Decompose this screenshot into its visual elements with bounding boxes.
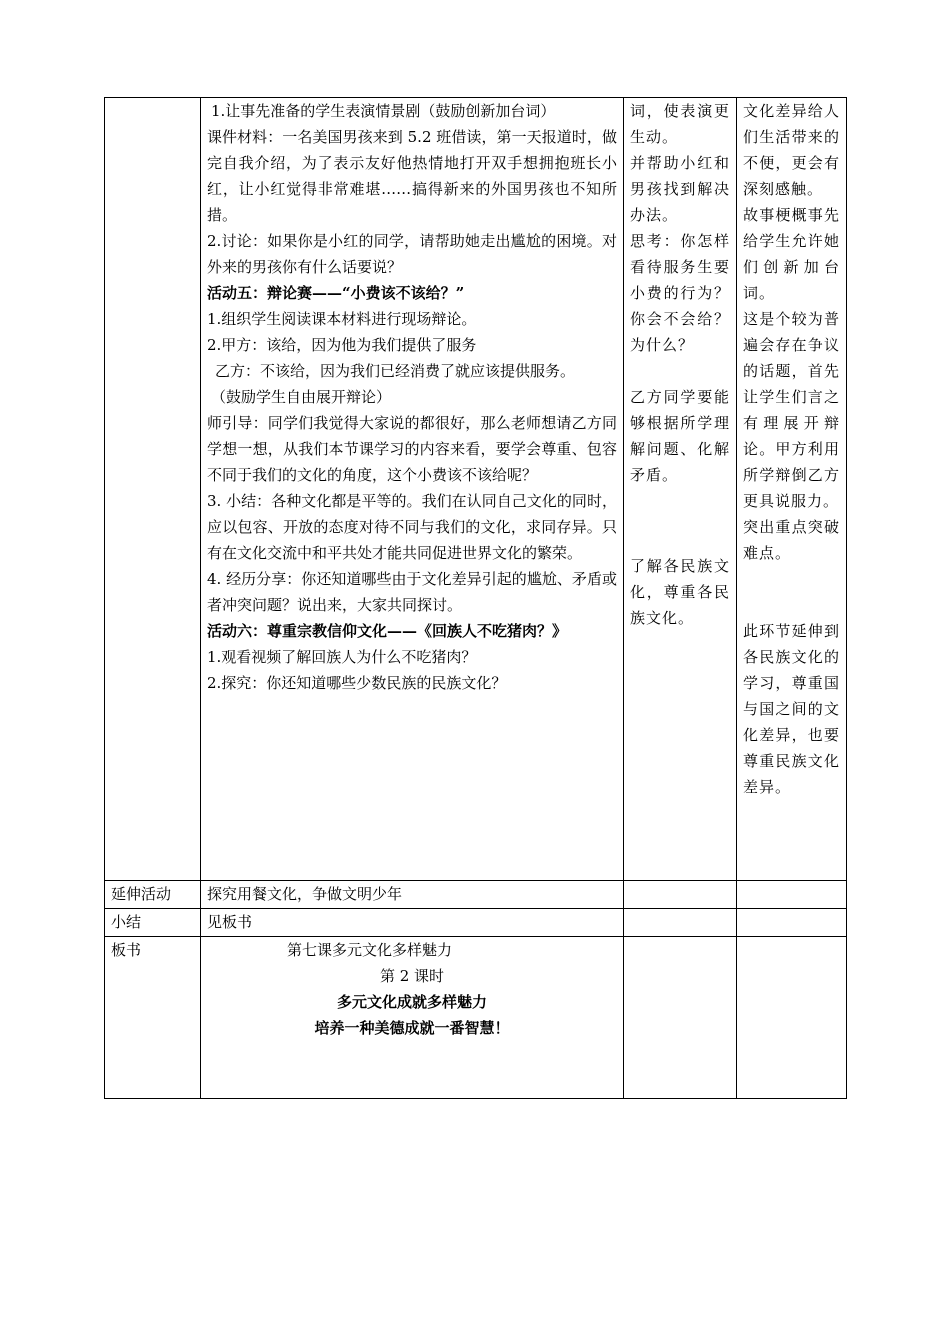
empty-cell [737, 937, 847, 1099]
empty-cell [624, 909, 737, 937]
process-line: （鼓励学生自由展开辩论） [211, 388, 392, 406]
board-title: 第七课多元文化多样魅力 [287, 941, 453, 959]
table-row-board [105, 937, 847, 1099]
process-line: 2.讨论：如果你是小红的同学，请帮助她走出尴尬的困境。对外来的男孩你有什么话要说？ [207, 232, 617, 276]
student-activity-cell [624, 98, 737, 881]
process-line: 2.探究：你还知道哪些少数民族的民族文化？ [207, 674, 507, 692]
process-line: 乙方：不该给，因为我们已经消费了就应该提供服务。 [215, 362, 576, 380]
row-label: 延伸活动 [105, 881, 201, 909]
design-intent-cell [737, 98, 847, 881]
empty-cell [737, 881, 847, 909]
process-line: 3. 小结：各种文化都是平等的。我们在认同自己文化的同时，应以包容、开放的态度对待不同与我们的文化，求同存异。只有在文化交流中和平共处才能共同促进世界文化的繁荣。 [207, 492, 617, 562]
board-point: 多元文化成就多样魅力 [336, 993, 487, 1011]
student-line: 并帮助小红和男孩找到解决办法。 [630, 154, 730, 224]
board-content [201, 937, 624, 1099]
activity-heading: 活动六：尊重宗教信仰文化——《回族人不吃猪肉？》 [207, 622, 568, 640]
empty-cell [624, 881, 737, 909]
student-line: 乙方同学要能够根据所学理解问题、化解矛盾。 [630, 388, 730, 484]
table-row-summary [105, 909, 847, 937]
board-point: 培养一种美德成就一番智慧！ [314, 1019, 510, 1037]
process-line: 1.组织学生阅读课本材料进行现场辩论。 [207, 310, 477, 328]
process-line: 1.让事先准备的学生表演情景剧（鼓励创新加台词） [211, 102, 556, 120]
lesson-plan-table [104, 97, 847, 1099]
row-label-cell [105, 98, 201, 881]
process-line: 课件材料：一名美国男孩来到 5.2 班借读，第一天报道时，做完自我介绍，为了表示友好他热情地打开双手想拥抱班长小红，让小红觉得非常难堪……搞得新来的外国男孩也不知所措。 [207, 128, 617, 224]
intent-line: 这是个较为普遍会存在争议的话题，首先让学生们言之有理展开辩论。甲方利用所学辩倒乙方更具说服力。 [743, 310, 840, 510]
student-line: 词，使表演更生动。 [630, 102, 730, 146]
teaching-process-cell [201, 98, 624, 881]
extension-content: 探究用餐文化，争做文明少年 [201, 881, 624, 909]
process-line: 1.观看视频了解回族人为什么不吃猪肉？ [207, 648, 477, 666]
student-line: 了解各民族文化，尊重各民族文化。 [630, 557, 730, 627]
empty-cell [737, 909, 847, 937]
intent-line: 文化差异给人们生活带来的不便，更会有深刻感触。 [743, 102, 840, 198]
process-line: 2.甲方：该给，因为他为我们提供了服务 [207, 336, 477, 354]
process-line: 4. 经历分享：你还知道哪些由于文化差异引起的尴尬、矛盾或者冲突问题？说出来，大家共同探讨。 [207, 570, 617, 614]
intent-line: 此环节延伸到各民族文化的学习，尊重国与国之间的文化差异，也要尊重民族文化差异。 [743, 622, 840, 796]
empty-cell [624, 937, 737, 1099]
table-row-main [105, 98, 847, 881]
intent-line: 故事梗概事先给学生允许她们创新加台词。 [743, 206, 840, 302]
activity-heading: 活动五：辩论赛——“小费该不该给？” [207, 284, 465, 302]
process-line: 师引导：同学们我觉得大家说的都很好，那么老师想请乙方同学想一想，从我们本节课学习的内容来看，要学会尊重、包容不同于我们的文化的角度，这个小费该不该给呢？ [207, 414, 617, 484]
lesson-plan-page [104, 97, 846, 1099]
board-subtitle: 第 2 课时 [379, 967, 445, 985]
intent-line: 突出重点突破难点。 [743, 518, 840, 562]
summary-content: 见板书 [201, 909, 624, 937]
table-row-extension [105, 881, 847, 909]
row-label: 小结 [105, 909, 201, 937]
row-label: 板书 [105, 937, 201, 1099]
student-line: 思考：你怎样看待服务生要小费的行为？你会不会给？为什么？ [630, 232, 730, 354]
